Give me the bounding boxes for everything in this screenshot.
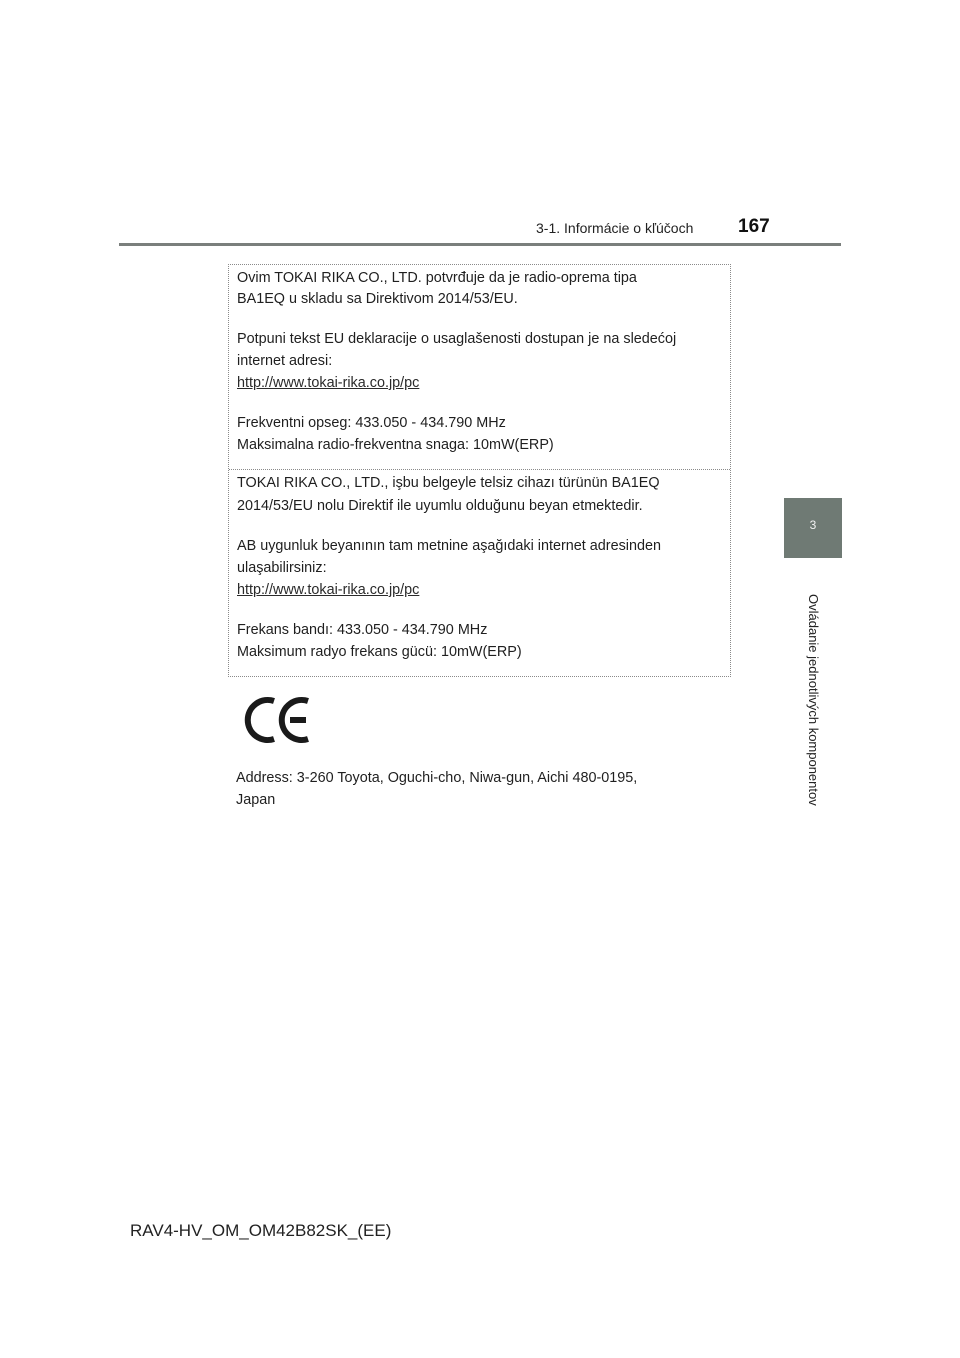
turkish-line-5: Frekans bandı: 433.050 - 434.790 MHz: [237, 622, 488, 638]
serbian-line-3: Potpuni tekst EU deklaracije o usaglašenosti dostupan je na sledećoj: [237, 331, 677, 347]
declaration-box: [228, 264, 731, 677]
ce-mark-icon: [244, 695, 314, 745]
turkish-url-link[interactable]: http://www.tokai-rika.co.jp/pc: [237, 582, 420, 598]
address-line-1: Address: 3-260 Toyota, Oguchi-cho, Niwa-gun, Aichi 480-0195,: [236, 770, 638, 786]
serbian-line-4: internet adresi:: [237, 353, 333, 369]
serbian-url-link[interactable]: http://www.tokai-rika.co.jp/pc: [237, 375, 420, 391]
serbian-line-1: Ovim TOKAI RIKA CO., LTD. potvrđuje da je radio-oprema tipa: [237, 270, 637, 286]
header-divider: [119, 243, 841, 246]
turkish-line-3: AB uygunluk beyanının tam metnine aşağıdaki internet adresinden: [237, 538, 661, 554]
turkish-line-4: ulaşabilirsiniz:: [237, 560, 327, 576]
document-code: RAV4-HV_OM_OM42B82SK_(EE): [130, 1221, 392, 1240]
serbian-line-6: Maksimalna radio-frekventna snaga: 10mW(ERP): [237, 437, 554, 453]
serbian-line-2: BA1EQ u skladu sa Direktivom 2014/53/EU.: [237, 291, 518, 307]
chapter-number: 3: [809, 518, 817, 532]
page-number: 167: [738, 216, 770, 237]
chapter-tab: [784, 498, 842, 558]
chapter-label: Ovládanie jednotlivých komponentov: [806, 594, 821, 806]
address-line-2: Japan: [236, 792, 276, 808]
turkish-line-2: 2014/53/EU nolu Direktif ile uyumlu olduğunu beyan etmektedir.: [237, 498, 643, 514]
serbian-line-5: Frekventni opseg: 433.050 - 434.790 MHz: [237, 415, 506, 431]
turkish-line-1: TOKAI RIKA CO., LTD., işbu belgeyle telsiz cihazı türünün BA1EQ: [237, 475, 660, 491]
declaration-turkish: [229, 470, 730, 676]
turkish-line-6: Maksimum radyo frekans gücü: 10mW(ERP): [237, 644, 522, 660]
declaration-serbian: [229, 265, 730, 470]
section-title: 3-1. Informácie o kľúčoch: [536, 220, 694, 236]
